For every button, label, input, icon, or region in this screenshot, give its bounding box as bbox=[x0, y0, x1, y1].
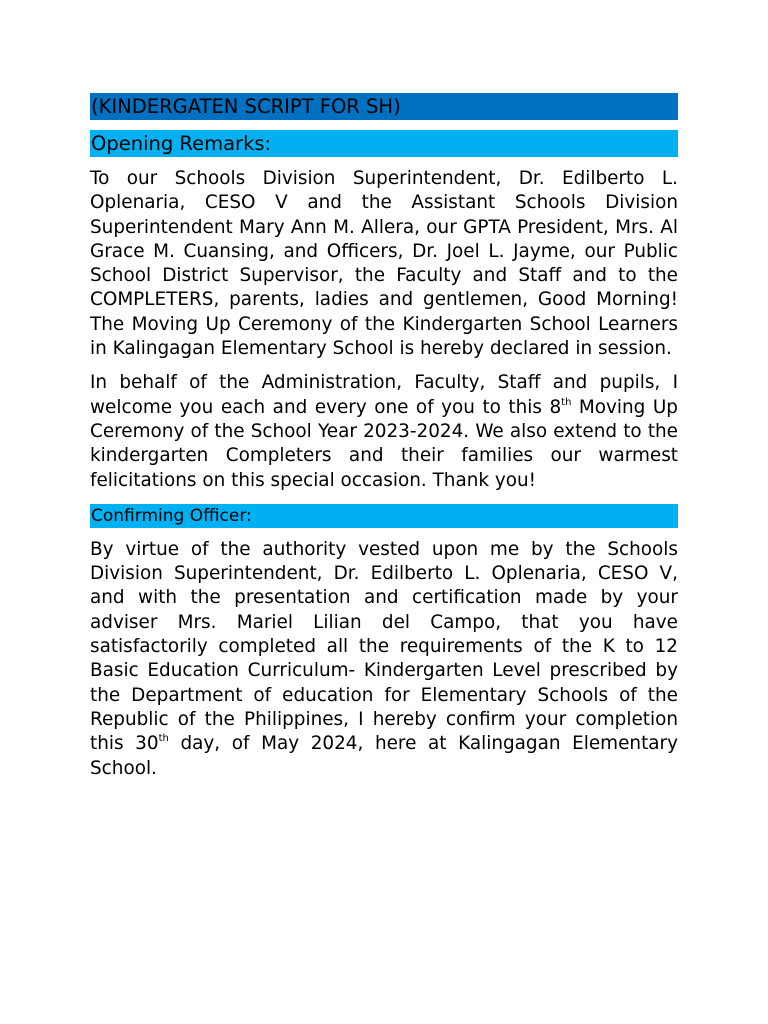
confirming-paragraph-text-a: By virtue of the authority vested upon me by the Schools Division Superintendent, Dr. Edilberto L. Oplenaria, CESO V, and with the presentation and certification made by your adviser Mrs. Mariel Lilian del Campo, that you have satisfactorily completed all the requirements of the K to 12 Basic Education Curriculum- Kindergarten Level prescribed by the Department of education for Elementary Schools of the Republic of the Philippines, I hereby confirm your completion this 30 bbox=[90, 538, 678, 755]
confirming-paragraph bbox=[90, 538, 678, 781]
opening-remarks-heading: Opening Remarks: bbox=[90, 130, 678, 157]
document-title: (KINDERGATEN SCRIPT FOR SH) bbox=[90, 93, 678, 120]
confirming-paragraph-text-b: day, of May 2024, here at Kalingagan Elementary School. bbox=[90, 733, 678, 779]
opening-paragraph-2 bbox=[90, 371, 678, 492]
ordinal-suffix: th bbox=[158, 733, 169, 745]
ordinal-suffix: th bbox=[561, 396, 572, 408]
confirming-officer-heading: Confirming Officer: bbox=[90, 504, 678, 528]
opening-paragraph-1: To our Schools Division Superintendent, Dr. Edilberto L. Oplenaria, CESO V and the Assistant Schools Division Superintendent Mary Ann M. Allera, our GPTA President, Mrs. Al Grace M. Cuansing, and Officers, Dr. Joel L. Jayme, our Public School District Supervisor, the Faculty and Staff and to the COMPLETERS, parents, ladies and gentlemen, Good Morning! The Moving Up Ceremony of the Kindergarten School Learners in Kalingagan Elementary School is hereby declared in session. bbox=[90, 168, 678, 360]
opening-paragraph-2-text-b: Moving Up Ceremony of the School Year 2023-2024. We also extend to the kindergarten Completers and their families our warmest felicitations on this special occasion. Thank you! bbox=[90, 396, 678, 491]
opening-paragraph-2-text-a: In behalf of the Administration, Faculty, Staff and pupils, I welcome you each and every one of you to this 8 bbox=[90, 372, 678, 418]
document-page bbox=[90, 93, 678, 781]
